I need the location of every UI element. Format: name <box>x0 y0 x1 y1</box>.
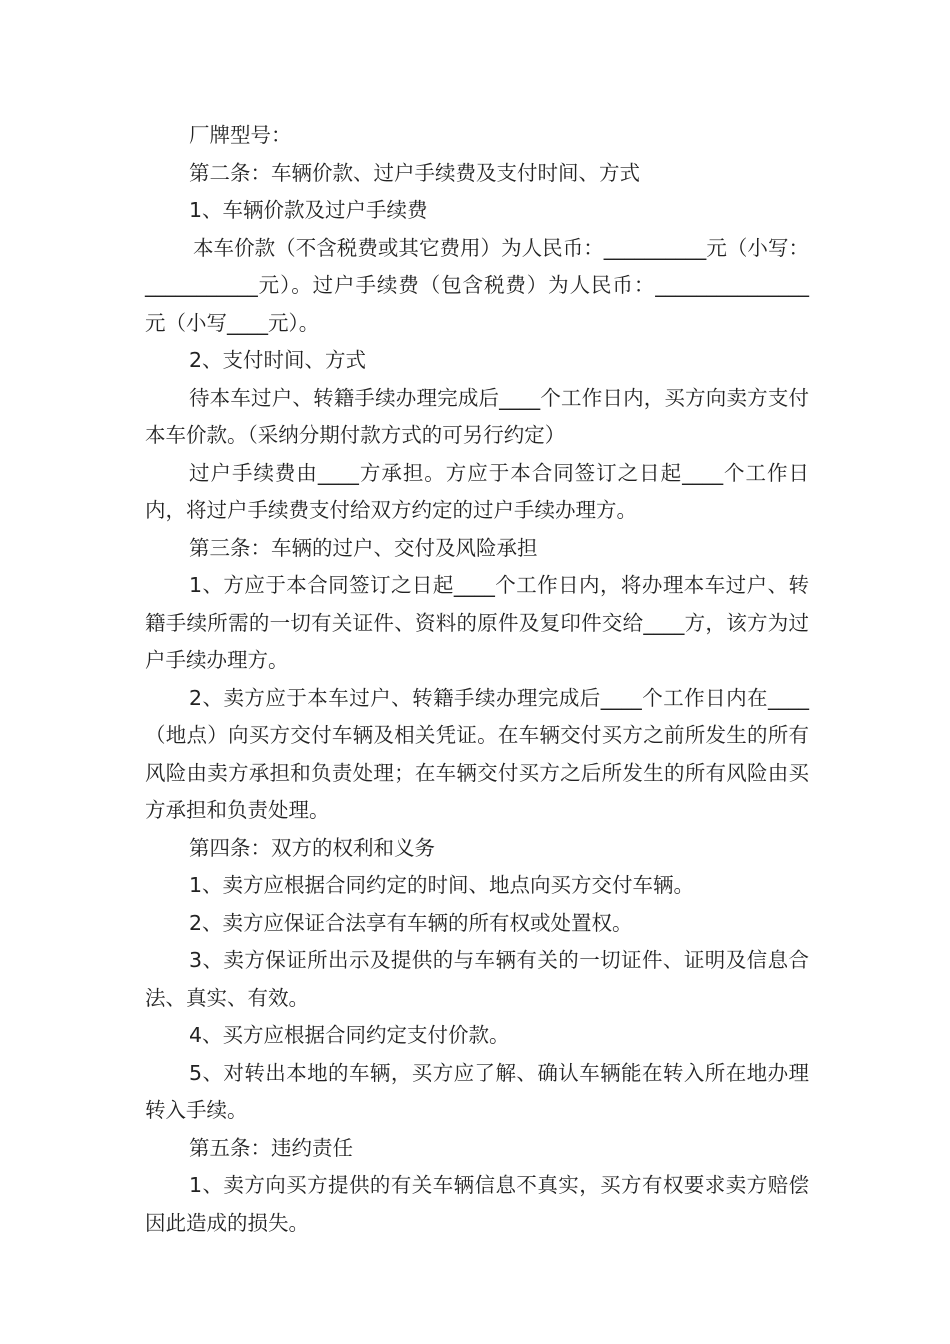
document-page <box>145 117 809 1242</box>
article-4-item-1: 1、卖方应根据合同约定的时间、地点向买方交付车辆。 <box>189 873 695 897</box>
article-3-item-1: 1、方应于本合同签订之日起____个工作日内，将办理本车过户、转籍手续所需的一切有关证件、资料的原件及复印件交给____方，该方为过户手续办理方。 <box>145 573 809 672</box>
price-paragraph: 本车价款（不含税费或其它费用）为人民币：__________元（小写：___________元）。过户手续费（包含税费）为人民币：_______________元（小写____元）。 <box>145 235 809 335</box>
article-2-heading: 第二条：车辆价款、过户手续费及支付时间、方式 <box>189 160 640 185</box>
article-4-item-2: 2、卖方应保证合法享有车辆的所有权或处置权。 <box>189 910 633 935</box>
article-4-item-5: 5、对转出本地的车辆，买方应了解、确认车辆能在转入所在地办理转入手续。 <box>145 1060 809 1122</box>
article-4-heading: 第四条：双方的权利和义务 <box>189 835 435 860</box>
model-line: 厂牌型号： <box>189 123 292 147</box>
article-2-item-2-heading: 2、支付时间、方式 <box>189 348 367 372</box>
article-2-item-1-heading: 1、车辆价款及过户手续费 <box>189 198 428 222</box>
article-3-heading: 第三条：车辆的过户、交付及风险承担 <box>189 535 538 560</box>
article-3-item-2: 2、卖方应于本车过户、转籍手续办理完成后____个工作日内在____（地点）向买方交付车辆及相关凭证。在车辆交付买方之前所发生的所有风险由卖方承担和负责处理；在车辆交付买方之后所发生的所有风险由买方承担和负责处理。 <box>145 685 809 822</box>
transfer-fee-paragraph: 过户手续费由____方承担。方应于本合同签订之日起____个工作日内，将过户手续费支付给双方约定的过户手续办理方。 <box>145 460 809 522</box>
article-4-item-4: 4、买方应根据合同约定支付价款。 <box>189 1023 510 1047</box>
payment-paragraph: 待本车过户、转籍手续办理完成后____个工作日内，买方向卖方支付本车价款。（采纳分期付款方式的可另行约定） <box>145 385 809 447</box>
article-5-item-1: 1、卖方向买方提供的有关车辆信息不真实，买方有权要求卖方赔偿因此造成的损失。 <box>145 1173 809 1235</box>
article-5-heading: 第五条：违约责任 <box>189 1135 353 1160</box>
article-4-item-3: 3、卖方保证所出示及提供的与车辆有关的一切证件、证明及信息合法、真实、有效。 <box>145 948 809 1010</box>
